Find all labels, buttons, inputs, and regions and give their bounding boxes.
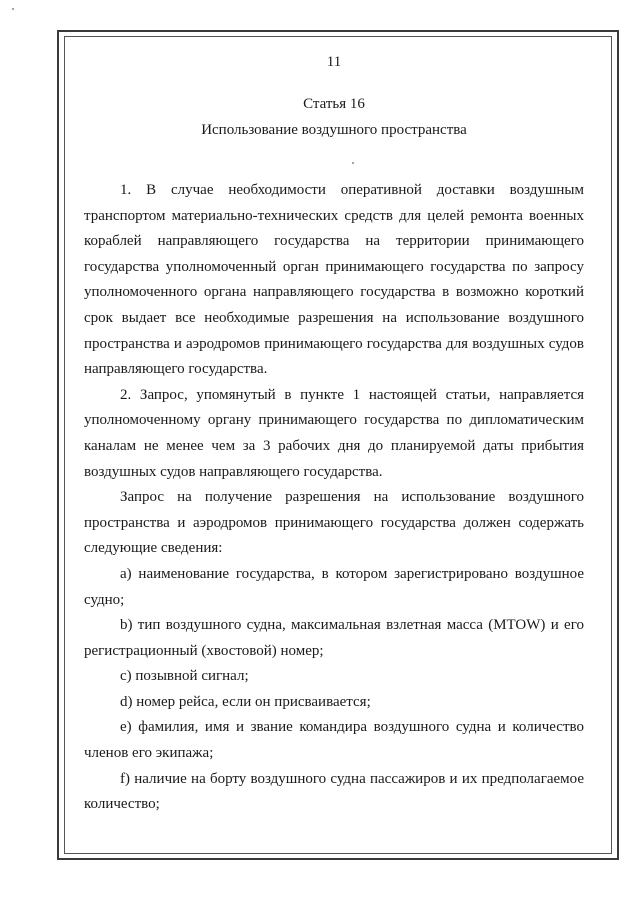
document-body [84, 52, 584, 818]
paragraph-1: 1. В случае необходимости оперативной доставки воздушным транспортом материально-технических средств для целей ремонта военных кораблей направляющего государства на территории принимающего государства уполномоченный орган принимающего государства по запросу уполномоченного органа направляющего государства в возможно короткий срок выдает все необходимые разрешения на использование воздушного пространства и аэродромов принимающего государства для воздушных судов направляющего государства. [84, 182, 584, 378]
scan-artifact [12, 8, 14, 10]
article-title: Использование воздушного пространства [201, 122, 467, 138]
list-item-f: f) наличие на борту воздушного судна пассажиров и их предполагаемое количество; [84, 770, 584, 813]
list-item-d: d) номер рейса, если он присваивается; [120, 693, 371, 710]
paragraph-request-intro: Запрос на получение разрешения на использование воздушного пространства и аэродромов принимающего государства должен содержать следующие сведения: [84, 489, 584, 557]
page-number: 11 [326, 54, 342, 70]
list-item-e: e) фамилия, имя и звание командира воздушного судна и количество членов его экипажа; [84, 719, 584, 762]
list-item-c: c) позывной сигнал; [120, 668, 249, 685]
list-item-b: b) тип воздушного судна, максимальная взлетная масса (MTOW) и его регистрационный (хвостовой) номер; [84, 617, 584, 659]
list-item-a: a) наименование государства, в котором зарегистрировано воздушное судно; [84, 565, 584, 608]
paragraph-2: 2. Запрос, упомянутый в пункте 1 настоящей статьи, направляется уполномоченному органу принимающего государства по дипломатическим каналам не менее чем за 3 рабочих дня до планируемой даты прибытия воздушных судов направляющего государства. [84, 386, 584, 480]
article-number: Статья 16 [303, 96, 365, 112]
